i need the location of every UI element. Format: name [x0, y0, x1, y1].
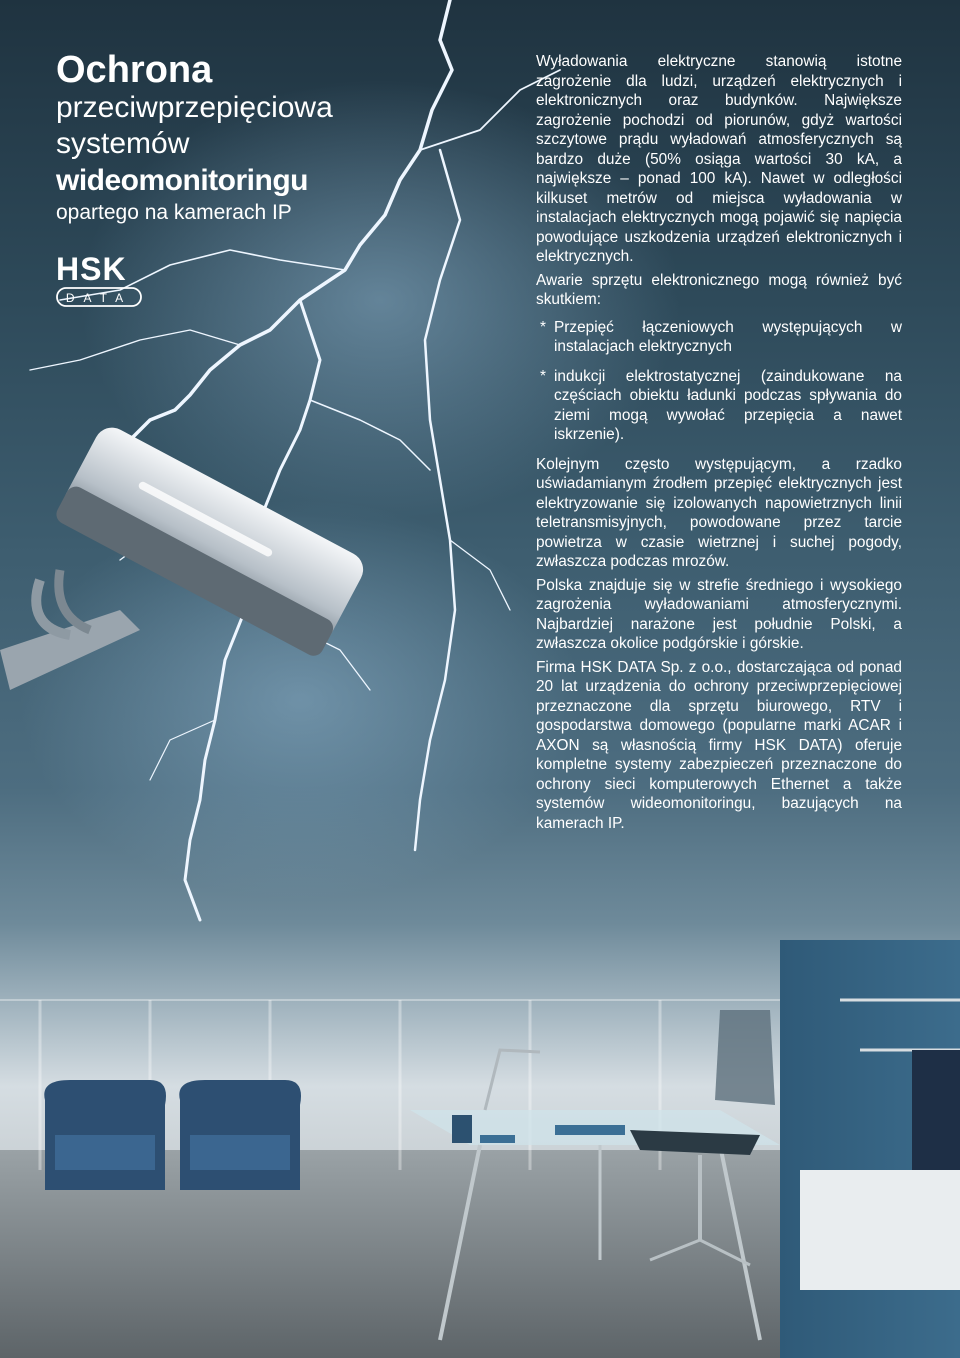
bullet-item — [536, 318, 902, 357]
cctv-camera-icon — [0, 420, 380, 740]
logo-data-text: DATA — [65, 291, 133, 305]
bullet-item — [536, 367, 902, 445]
page-title — [56, 50, 333, 226]
paragraph-3: Kolejnym często występującym, a rzadko uświadamianym źrodłem przepięć elektrycznych jest elektryzowanie się izolowanych napowietrznych linii teletransmisyjnych, powodowane przez tarcie powietrza w czasie wietrznej i suchej pogody, zwłaszcza podczas mrozów. — [536, 455, 902, 570]
title-line-5: opartego na kamerach IP — [56, 201, 292, 224]
bullet-text: indukcji elektrostatycznej (zaindukowane na częściach obiektu ładunki podczas spływania do ziemi mogą wywołać przepięcia a nawet iskrzenie). — [554, 367, 902, 443]
title-line-3: systemów — [56, 127, 190, 160]
paragraph-2: Awarie sprzętu elektronicznego mogą również być skutkiem: — [536, 271, 902, 308]
bullet-text: Przepięć łączeniowych występujących w instalacjach elektrycznych — [554, 318, 902, 355]
logo-hsk-text: HSK — [56, 252, 127, 287]
bullet-star-icon: * — [540, 318, 546, 336]
hsk-data-logo — [56, 252, 144, 308]
bullet-star-icon: * — [540, 367, 546, 385]
office-room-illustration — [0, 940, 960, 1358]
title-line-4: wideomonitoringu — [56, 164, 308, 197]
article-body — [536, 52, 902, 837]
title-line-2: przeciwprzepięciowa — [56, 91, 333, 124]
paragraph-4: Polska znajduje się w strefie średniego i wysokiego zagrożenia wyładowaniami atmosferycznymi. Najbardziej narażone jest południe Polski, a zwłaszcza okolice podgórskie i górskie. — [536, 576, 902, 652]
paragraph-1: Wyładowania elektryczne stanowią istotne zagrożenie dla ludzi, urządzeń elektrycznych i elektronicznych oraz budynków. Największe zagrożenie pochodzi od piorunów, gdyż wartości szczytowe prądu wyładowań atmosferycznych są bardzo duże (50% osiąga wartości 30 kA, a największe – ponad 100 kA). Nawet w odległości kilkuset metrów od miejsca wyładowania w instalacjach elektrycznych mogą pojawić się napięcia powodujące uszkodzenia urządzeń elektronicznych i elektrycznych. — [536, 53, 902, 265]
title-line-1: Ochrona — [56, 49, 213, 91]
paragraph-5: Firma HSK DATA Sp. z o.o., dostarczająca od ponad 20 lat urządzenia do ochrony przeciwprzepięciowej przeznaczone dla sprzętu biurowego, RTV i gospodarstwa domowego (popularne marki ACAR i AXON są własnością firmy HSK DATA) oferuje kompletne systemy zabezpieczeń przeznaczone do ochrony sieci komputerowych Ethernet a także systemów wideomonitoringu, bazujących na kamerach IP. — [536, 658, 902, 832]
